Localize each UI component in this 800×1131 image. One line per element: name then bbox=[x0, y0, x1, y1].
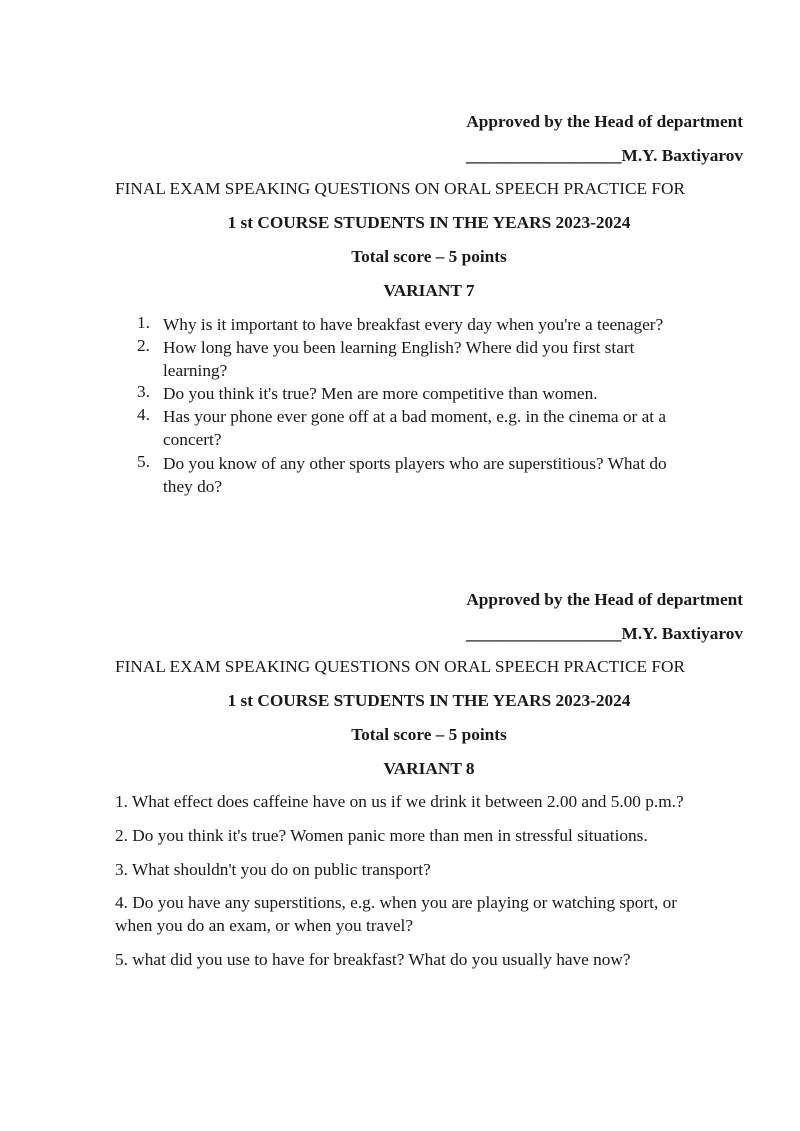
question-text-continued: concert? bbox=[163, 430, 222, 449]
question-text-continued: they do? bbox=[163, 477, 223, 496]
total-score: Total score – 5 points bbox=[351, 725, 507, 744]
approval-line: Approved by the Head of department bbox=[466, 112, 743, 131]
list-item: 5. what did you use to have for breakfast? What do you usually have now? bbox=[115, 950, 631, 969]
exam-title-line-2: 1 st COURSE STUDENTS IN THE YEARS 2023-2024 bbox=[227, 213, 631, 232]
question-text: Why is it important to have breakfast every day when you're a teenager? bbox=[163, 315, 664, 334]
variant-label: VARIANT 8 bbox=[383, 759, 475, 778]
list-item: 3. What shouldn't you do on public transport? bbox=[115, 860, 431, 879]
signature-line: __________________M.Y. Baxtiyarov bbox=[466, 624, 743, 643]
question-text: Do you think it's true? Men are more competitive than women. bbox=[163, 384, 598, 403]
variant-label: VARIANT 7 bbox=[383, 281, 475, 300]
question-number: 2. bbox=[137, 336, 150, 355]
question-text: Has your phone ever gone off at a bad moment, e.g. in the cinema or at a bbox=[163, 407, 667, 426]
exam-title-line-2: 1 st COURSE STUDENTS IN THE YEARS 2023-2024 bbox=[227, 691, 631, 710]
exam-title-line-1: FINAL EXAM SPEAKING QUESTIONS ON ORAL SPEECH PRACTICE FOR bbox=[115, 179, 686, 198]
question-text-continued: when you do an exam, or when you travel? bbox=[115, 916, 414, 935]
question-text: Do you know of any other sports players who are superstitious? What do bbox=[163, 454, 667, 473]
question-number: 5. bbox=[137, 452, 150, 471]
list-item: 1. What effect does caffeine have on us if we drink it between 2.00 and 5.00 p.m.? bbox=[115, 792, 684, 811]
question-number: 4. bbox=[137, 405, 150, 424]
total-score: Total score – 5 points bbox=[351, 247, 507, 266]
question-number: 1. bbox=[137, 313, 150, 332]
approval-line: Approved by the Head of department bbox=[466, 590, 743, 609]
question-number: 3. bbox=[137, 382, 150, 401]
question-text: 4. Do you have any superstitions, e.g. when you are playing or watching sport, or bbox=[115, 893, 678, 912]
signature-line: __________________M.Y. Baxtiyarov bbox=[466, 146, 743, 165]
exam-title-line-1: FINAL EXAM SPEAKING QUESTIONS ON ORAL SPEECH PRACTICE FOR bbox=[115, 657, 686, 676]
list-item: 2. Do you think it's true? Women panic more than men in stressful situations. bbox=[115, 826, 648, 845]
question-text: How long have you been learning English? Where did you first start bbox=[163, 338, 635, 357]
question-text-continued: learning? bbox=[163, 361, 228, 380]
